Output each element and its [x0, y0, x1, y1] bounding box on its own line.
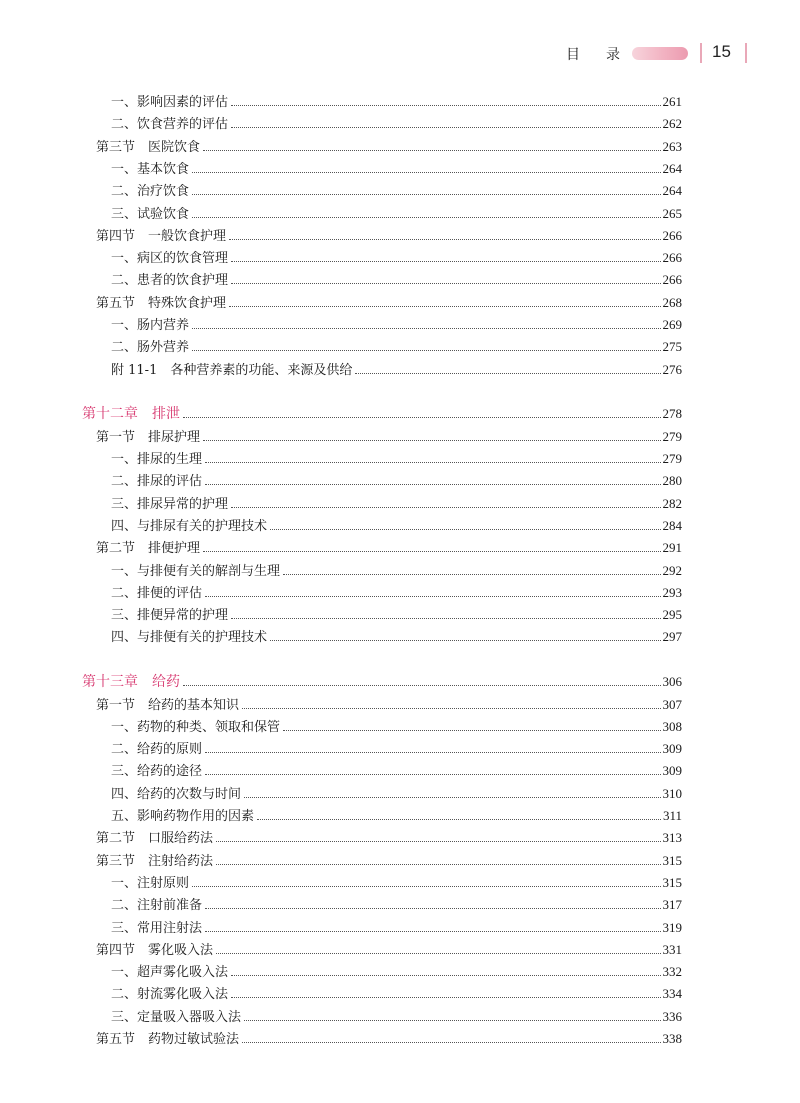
header-decor-bar — [632, 47, 688, 60]
toc-entry-item[interactable] — [0, 627, 800, 647]
dot-leader — [205, 472, 660, 485]
toc-entry-item[interactable] — [0, 761, 800, 781]
dot-leader — [231, 249, 660, 262]
dot-leader — [229, 227, 660, 240]
toc-entry-label: 第二节 排便护理 — [96, 541, 201, 557]
toc-entry-label: 一、与排便有关的解剖与生理 — [111, 563, 281, 579]
toc-entry-page: 307 — [662, 696, 682, 712]
dot-leader — [192, 182, 660, 195]
toc-entry-section[interactable] — [0, 538, 800, 558]
toc-entry-item[interactable] — [0, 918, 800, 938]
toc-entry-page: 336 — [662, 1008, 682, 1024]
toc-entry-item[interactable] — [0, 962, 800, 982]
page-header — [0, 38, 800, 68]
toc-entry-item[interactable] — [0, 561, 800, 581]
toc-entry-item[interactable] — [0, 270, 800, 290]
toc-entry-item[interactable] — [0, 360, 800, 380]
toc-entry-label: 第三节 医院饮食 — [96, 139, 201, 155]
toc-entry-label: 三、常用注射法 — [111, 920, 203, 936]
toc-entry-label: 第一节 给药的基本知识 — [96, 697, 240, 713]
toc-entry-item[interactable] — [0, 739, 800, 759]
header-divider-right — [745, 43, 747, 63]
dot-leader — [192, 338, 660, 351]
toc-entry-item[interactable] — [0, 516, 800, 536]
toc-entry-page: 338 — [662, 1031, 682, 1046]
toc-entry-label: 二、注射前准备 — [111, 898, 203, 914]
toc-entry-page: 293 — [662, 584, 682, 600]
toc-entry-label: 第二节 口服给药法 — [96, 831, 214, 847]
toc-entry-page: 331 — [662, 941, 682, 957]
toc-entry-page: 279 — [662, 451, 682, 466]
dot-leader — [192, 205, 660, 218]
toc-entry-label: 一、药物的种类、领取和保管 — [111, 719, 281, 735]
toc-entry-page: 306 — [662, 674, 682, 690]
toc-entry-page: 262 — [662, 116, 682, 132]
dot-leader — [205, 762, 660, 775]
dot-leader — [231, 271, 660, 284]
toc-entry-page: 264 — [662, 183, 682, 199]
toc-entry-item[interactable] — [0, 248, 800, 268]
toc-entry-item[interactable] — [0, 204, 800, 224]
toc-entry-label: 三、排尿异常的护理 — [111, 496, 229, 512]
toc-entry-page: 292 — [662, 562, 682, 578]
toc-entry-item[interactable] — [0, 895, 800, 915]
toc-entry-page: 263 — [662, 138, 682, 154]
dot-leader — [270, 628, 660, 641]
toc-entry-item[interactable] — [0, 605, 800, 625]
toc-entry-section[interactable] — [0, 293, 800, 313]
toc-entry-page: 297 — [662, 629, 682, 645]
toc-entry-item[interactable] — [0, 471, 800, 491]
toc-entry-chapter[interactable] — [0, 404, 800, 424]
toc-entry-page: 280 — [662, 473, 682, 489]
dot-leader — [242, 1030, 660, 1043]
toc-entry-label: 第四节 雾化吸入法 — [96, 942, 214, 958]
dot-leader — [231, 963, 660, 976]
toc-entry-page: 309 — [662, 763, 682, 779]
dot-leader — [216, 829, 660, 842]
toc-entry-label: 第三节 注射给药法 — [96, 853, 214, 869]
toc-entry-label: 三、给药的途径 — [111, 764, 203, 780]
toc-entry-page: 264 — [662, 160, 682, 176]
dot-leader — [244, 1008, 660, 1021]
toc-entry-page: 317 — [662, 897, 682, 913]
toc-entry-label: 二、射流雾化吸入法 — [111, 987, 229, 1003]
toc-entry-page: 268 — [662, 294, 682, 310]
toc-entry-page: 332 — [662, 964, 682, 980]
dot-leader — [205, 450, 660, 463]
dot-leader — [231, 495, 660, 508]
toc-entry-label: 四、与排尿有关的护理技术 — [111, 518, 268, 534]
toc-entry-label: 一、基本饮食 — [111, 161, 190, 177]
dot-leader — [231, 115, 660, 128]
toc-entry-page: 284 — [662, 517, 682, 533]
toc-entry-page: 266 — [662, 227, 682, 243]
toc-entry-page: 266 — [662, 250, 682, 266]
toc-entry-label: 一、注射原则 — [111, 875, 190, 891]
page-number: 15 — [712, 42, 731, 61]
toc-entry-label: 三、试验饮食 — [111, 206, 190, 222]
toc-entry-page: 295 — [662, 607, 682, 623]
dot-leader — [192, 874, 660, 887]
toc-entry-page: 276 — [662, 361, 682, 377]
toc-entry-label: 第五节 药物过敏试验法 — [96, 1032, 240, 1047]
dot-leader — [183, 405, 661, 418]
toc-entry-section[interactable] — [0, 940, 800, 960]
dot-leader — [203, 428, 660, 441]
dot-leader — [205, 740, 660, 753]
toc-entry-item[interactable] — [0, 114, 800, 134]
toc-entry-section[interactable] — [0, 427, 800, 447]
toc-entry-page: 278 — [662, 406, 682, 422]
toc-entry-item[interactable] — [0, 717, 800, 737]
toc-entry-item[interactable] — [0, 583, 800, 603]
toc-entry-section[interactable] — [0, 1029, 800, 1049]
dot-leader — [205, 896, 660, 909]
toc-entry-page: 282 — [662, 495, 682, 511]
toc-entry-section[interactable] — [0, 137, 800, 157]
toc-entry-label: 四、给药的次数与时间 — [111, 786, 242, 802]
dot-leader — [242, 696, 660, 709]
dot-leader — [203, 539, 660, 552]
toc-entry-item[interactable] — [0, 181, 800, 201]
dot-leader — [216, 941, 660, 954]
toc-entry-section[interactable] — [0, 828, 800, 848]
toc-entry-item[interactable] — [0, 337, 800, 357]
toc-entry-item[interactable] — [0, 806, 800, 826]
dot-leader — [192, 316, 660, 329]
dot-leader — [229, 294, 660, 307]
toc-entry-page: 313 — [662, 830, 682, 846]
toc-entry-page: 279 — [662, 428, 682, 444]
toc-entry-chapter[interactable] — [0, 672, 800, 692]
running-title-char-2: 录 — [606, 47, 620, 63]
toc-entry-page: 319 — [662, 919, 682, 935]
toc-entry-item[interactable] — [0, 315, 800, 335]
toc-entry-page: 315 — [662, 874, 682, 890]
toc-entry-section[interactable] — [0, 851, 800, 871]
toc-entry-page: 261 — [662, 94, 682, 109]
header-divider-left — [700, 43, 702, 63]
dot-leader — [283, 562, 660, 575]
dot-leader — [203, 138, 660, 151]
toc-entry-label: 二、肠外营养 — [111, 340, 190, 356]
toc-entry-item[interactable] — [0, 159, 800, 179]
dot-leader — [270, 517, 660, 530]
toc-entry-page: 334 — [662, 986, 682, 1002]
toc-entry-label: 第一节 排尿护理 — [96, 429, 201, 445]
toc-entry-label: 三、排便异常的护理 — [111, 608, 229, 624]
toc-entry-label: 五、影响药物作用的因素 — [111, 809, 255, 824]
toc-entry-page: 308 — [662, 718, 682, 734]
toc-entry-label: 一、影响因素的评估 — [111, 95, 229, 110]
toc-entry-item[interactable] — [0, 984, 800, 1004]
toc-entry-label: 第十二章 排泄 — [82, 406, 180, 423]
toc-entry-label: 四、与排便有关的护理技术 — [111, 630, 268, 646]
toc-entry-section[interactable] — [0, 226, 800, 246]
toc-entry-label: 一、排尿的生理 — [111, 452, 203, 467]
toc-entry-item[interactable] — [0, 92, 800, 112]
toc-entry-label: 二、治疗饮食 — [111, 184, 190, 200]
toc-entry-page: 291 — [662, 540, 682, 556]
toc-entry-label: 第十三章 给药 — [82, 674, 180, 691]
dot-leader — [216, 852, 660, 865]
toc-entry-label: 第五节 特殊饮食护理 — [96, 295, 227, 311]
toc-entry-page: 265 — [662, 205, 682, 221]
dot-leader — [192, 160, 660, 173]
toc-entry-page: 275 — [662, 339, 682, 355]
dot-leader — [231, 985, 660, 998]
toc-entry-label: 二、排便的评估 — [111, 585, 203, 601]
toc-entry-label: 附 11-1 各种营养素的功能、来源及供给 — [111, 362, 353, 378]
toc-entry-section[interactable] — [0, 695, 800, 715]
toc-entry-page: 266 — [662, 272, 682, 288]
dot-leader — [231, 606, 660, 619]
toc-entry-label: 一、肠内营养 — [111, 318, 190, 333]
toc-entry-page: 311 — [662, 808, 682, 823]
running-title-char-1: 目 — [566, 47, 580, 63]
dot-leader — [231, 93, 660, 106]
toc-entry-label: 二、饮食营养的评估 — [111, 117, 229, 133]
dot-leader — [257, 807, 661, 820]
toc-entry-item[interactable] — [0, 449, 800, 469]
dot-leader — [355, 361, 660, 374]
toc-entry-label: 一、病区的饮食管理 — [111, 251, 229, 267]
toc-entry-item[interactable] — [0, 494, 800, 514]
toc-entry-page: 310 — [662, 785, 682, 801]
dot-leader — [244, 785, 660, 798]
dot-leader — [283, 718, 660, 731]
toc-entry-item[interactable] — [0, 784, 800, 804]
dot-leader — [205, 584, 660, 597]
dot-leader — [183, 673, 661, 686]
toc-entry-label: 二、给药的原则 — [111, 742, 203, 758]
toc-entry-page: 315 — [662, 852, 682, 868]
toc-entry-label: 第四节 一般饮食护理 — [96, 228, 227, 244]
toc-entry-label: 二、排尿的评估 — [111, 474, 203, 490]
dot-leader — [205, 919, 660, 932]
toc-entry-page: 309 — [662, 741, 682, 757]
toc-entry-item[interactable] — [0, 1007, 800, 1027]
toc-entry-label: 一、超声雾化吸入法 — [111, 965, 229, 981]
toc-entry-item[interactable] — [0, 873, 800, 893]
toc-entry-label: 二、患者的饮食护理 — [111, 273, 229, 289]
toc-entry-label: 三、定量吸入器吸入法 — [111, 1009, 242, 1025]
toc-entry-page: 269 — [662, 317, 682, 332]
